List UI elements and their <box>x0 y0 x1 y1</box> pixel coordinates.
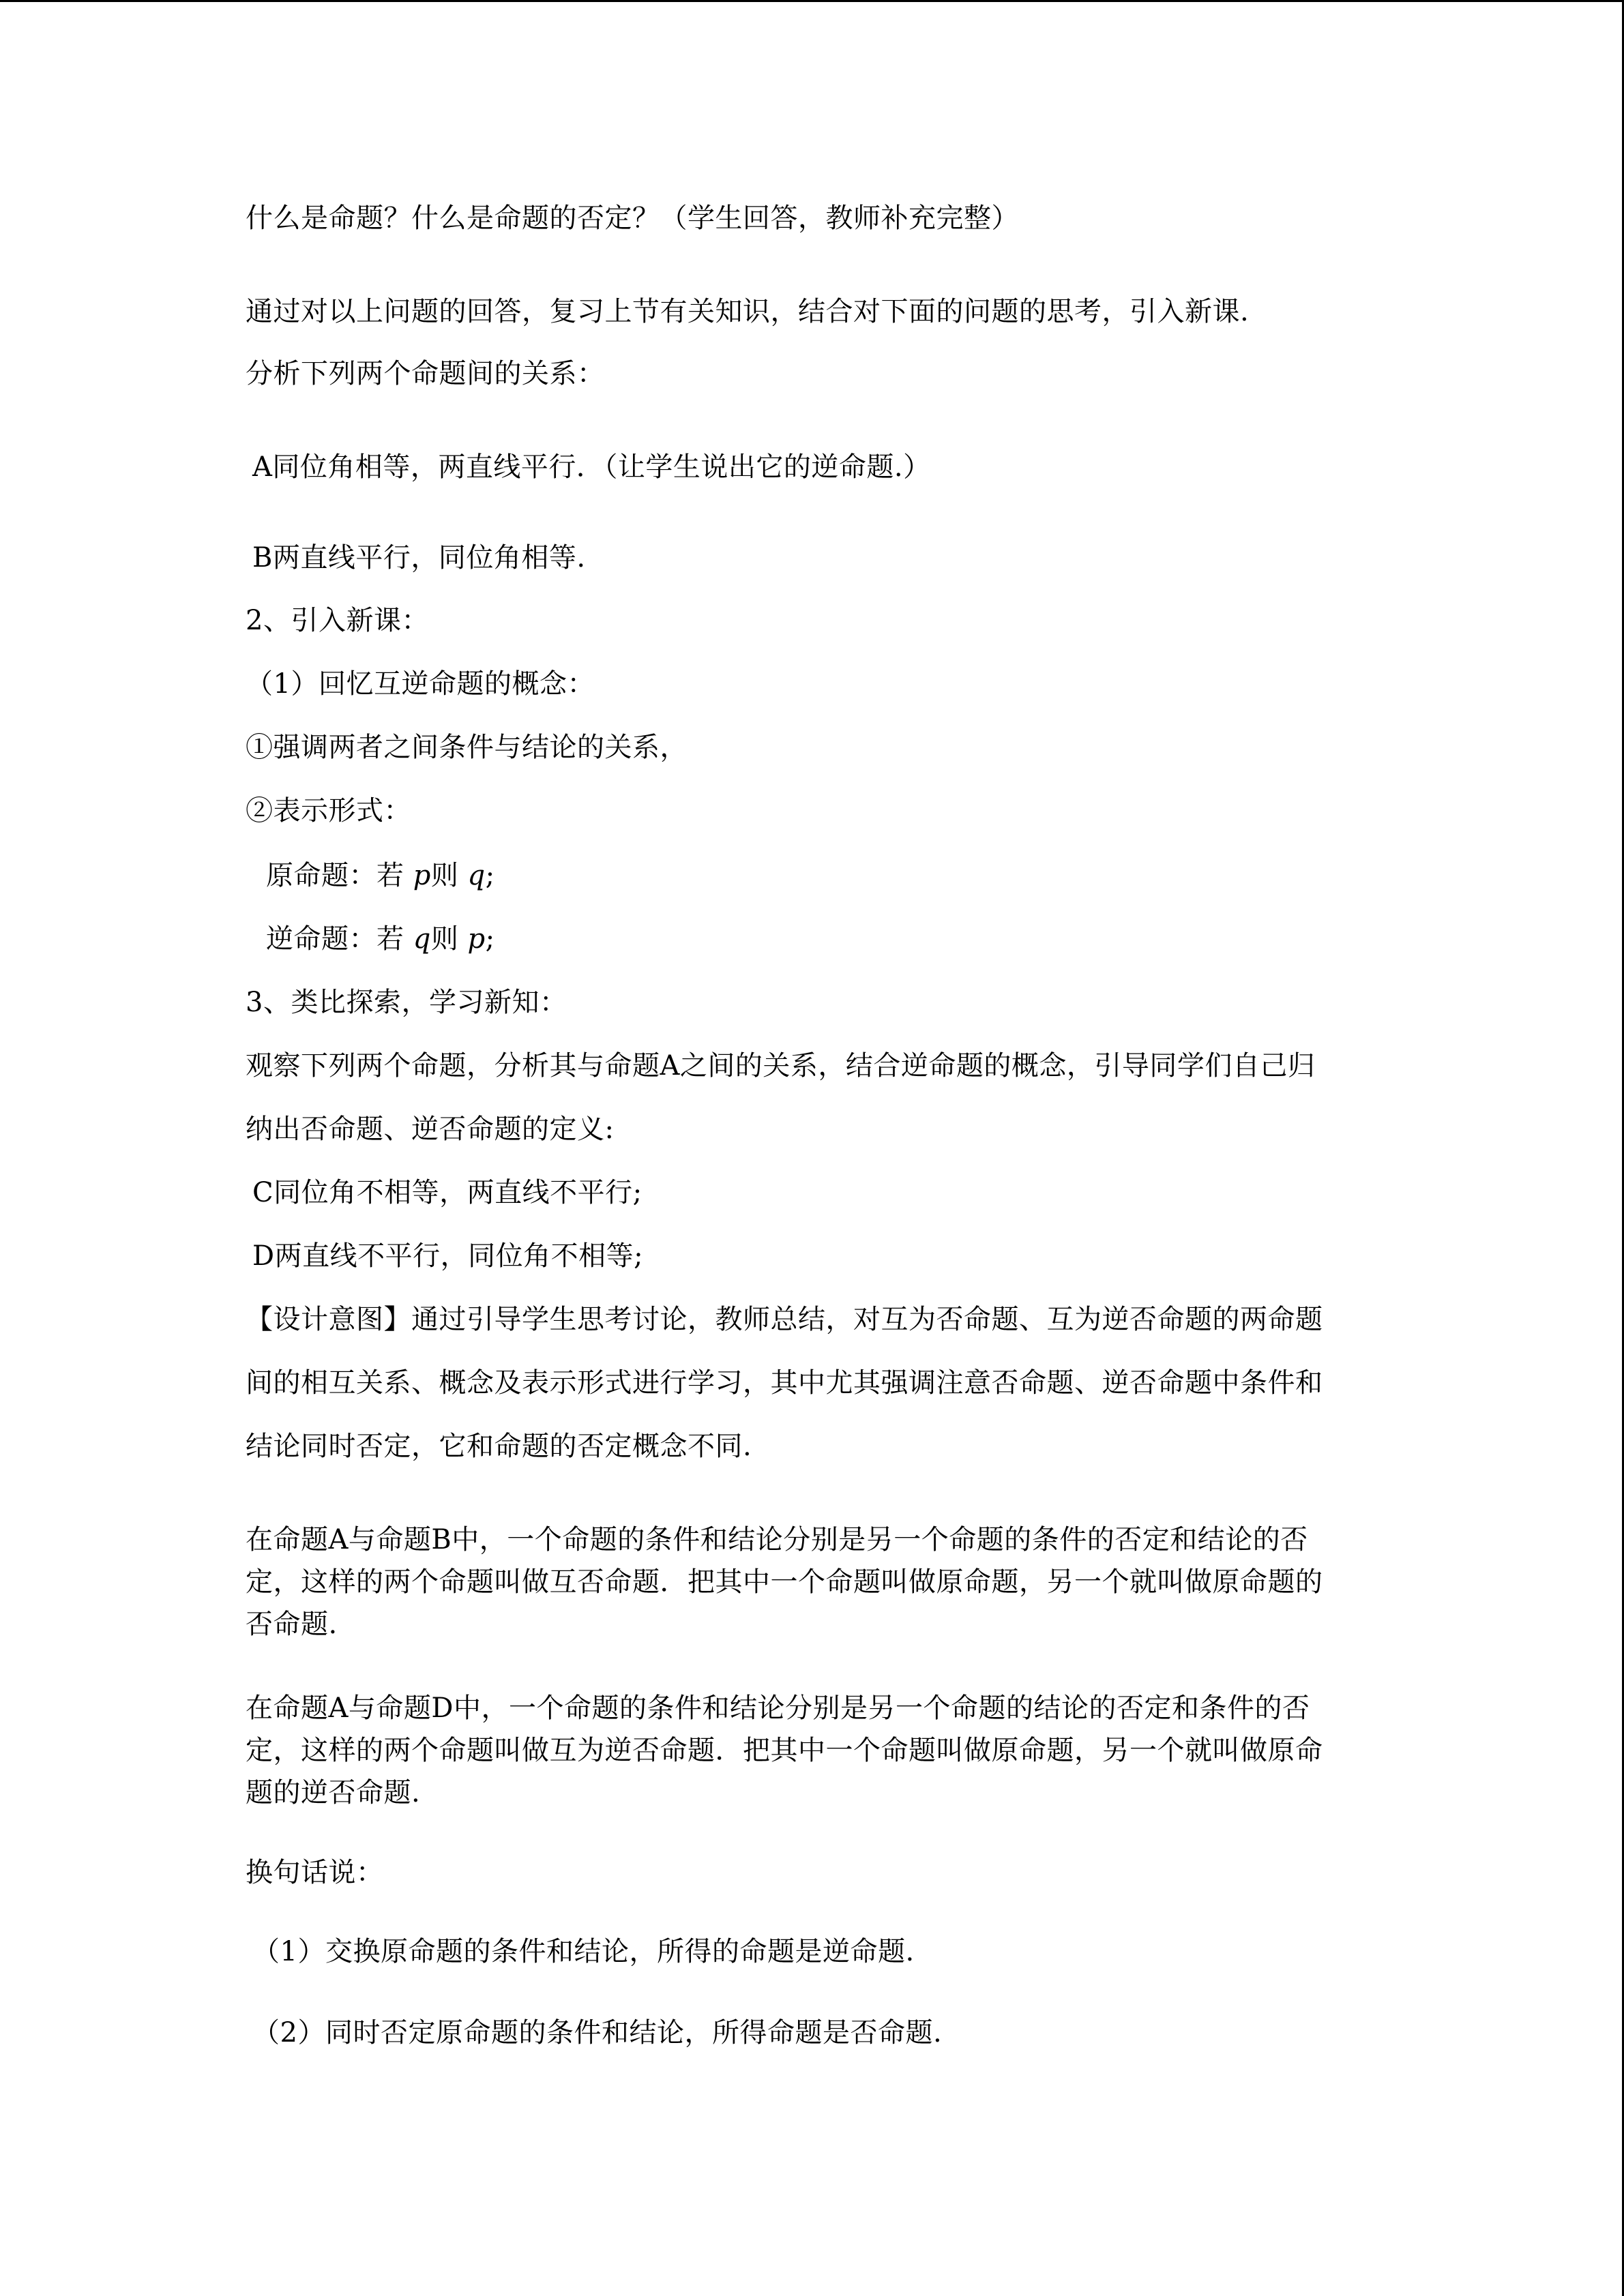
paragraph-line: 在命题A与命题B中，一个命题的条件和结论分别是另一个命题的条件的否定和结论的否 <box>246 1524 1308 1555</box>
paragraph-line: 分析下列两个命题间的关系： <box>246 358 605 389</box>
section-heading: 3、类比探索，学习新知： <box>246 987 567 1018</box>
paragraph-line: （1）交换原命题的条件和结论，所得的命题是逆命题. <box>252 1936 915 1967</box>
paragraph-line: （2）同时否定原命题的条件和结论，所得命题是否命题. <box>252 2017 943 2048</box>
proposition-d: D两直线不平行，同位角不相等; <box>252 1240 644 1272</box>
paragraph-line: 定，这样的两个命题叫做互为逆否命题．把其中一个命题叫做原命题，另一个就叫做原命 <box>246 1735 1323 1766</box>
paragraph-line: 间的相互关系、概念及表示形式进行学习，其中尤其强调注意否命题、逆否命题中条件和 <box>246 1367 1323 1399</box>
section-heading: 2、引入新课： <box>246 605 429 636</box>
original-proposition-form: 原命题：若 p则 q; <box>266 860 495 891</box>
paragraph-line: ②表示形式： <box>246 795 411 826</box>
paragraph-line: 题的逆否命题. <box>246 1777 421 1808</box>
paragraph-line: 什么是命题？什么是命题的否定？（学生回答，教师补充完整） <box>246 203 1019 234</box>
paragraph-line: （1）回忆互逆命题的概念： <box>246 668 595 700</box>
proposition-b: B两直线平行，同位角相等. <box>252 542 586 573</box>
paragraph-line: ①强调两者之间条件与结论的关系， <box>246 732 688 763</box>
paragraph-line: 观察下列两个命题，分析其与命题A之间的关系，结合逆命题的概念，引导同学们自己归 <box>246 1050 1316 1082</box>
paragraph-line: 在命题A与命题D中，一个命题的条件和结论分别是另一个命题的结论的否定和条件的否 <box>246 1693 1310 1724</box>
paragraph-line: 换句话说： <box>246 1857 384 1888</box>
converse-proposition-form: 逆命题：若 q则 p; <box>266 923 495 955</box>
proposition-a: A同位角相等，两直线平行．（让学生说出它的逆命题.） <box>252 451 931 483</box>
paragraph-line: 纳出否命题、逆否命题的定义: <box>246 1114 615 1145</box>
paragraph-line: 【设计意图】通过引导学生思考讨论，教师总结，对互为否命题、互为逆否命题的两命题 <box>246 1304 1323 1335</box>
paragraph-line: 定，这样的两个命题叫做互否命题．把其中一个命题叫做原命题，另一个就叫做原命题的 <box>246 1566 1323 1598</box>
proposition-c: C同位角不相等，两直线不平行; <box>252 1177 643 1208</box>
paragraph-line: 否命题. <box>246 1609 338 1640</box>
paragraph-line: 结论同时否定，它和命题的否定概念不同. <box>246 1431 752 1462</box>
paragraph-line: 通过对以上问题的回答，复习上节有关知识，结合对下面的问题的思考，引入新课. <box>246 296 1250 327</box>
